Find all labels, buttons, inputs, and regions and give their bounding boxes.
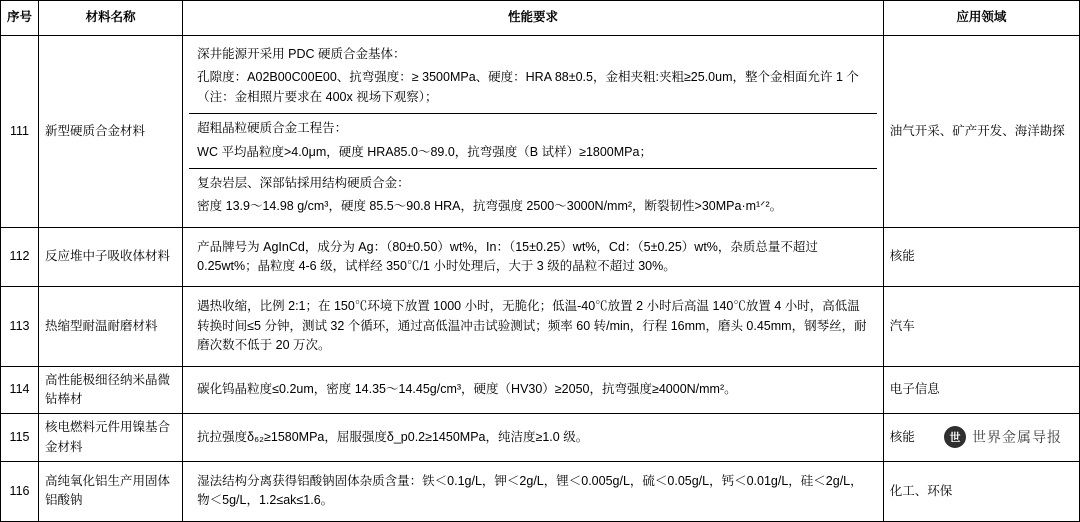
table-row <box>1 462 1080 522</box>
row-no: 113 <box>1 287 39 366</box>
row-application-field: 电子信息 <box>883 366 1079 414</box>
row-material-name: 反应堆中子吸收体材料 <box>39 227 183 287</box>
requirement-line: 碳化钨晶粒度≤0.2um，密度 14.35～14.45g/cm³，硬度（HV30）≥2050，抗弯强度≥4000N/mm²。 <box>197 382 737 397</box>
requirement-line: 超粗晶粒硬质合金工程告： <box>197 121 348 136</box>
row-material-name: 新型硬质合金材料 <box>39 36 183 228</box>
row-requirement <box>183 287 884 366</box>
requirement-line: 密度 13.9～14.98 g/cm³，硬度 85.5～90.8 HRA，抗弯强度 2500～3000N/mm²，断裂韧性>30MPa·m¹ᐟ²。 <box>197 199 783 214</box>
watermark-label: 世界金属导报 <box>972 431 1062 446</box>
requirement-line: 复杂岩层、深部钻採用结构硬质合金： <box>197 175 410 190</box>
row-no: 116 <box>1 462 39 522</box>
requirement-line: 湿法结构分离获得铝酸钠固体杂质含量：铁＜0.1g/L，钾＜2g/L，锂＜0.005g/L，硫＜0.05g/L，钙＜0.01g/L，硅＜2g/L，物＜5g/L，1.2≤ak≤1.6。 <box>197 474 863 508</box>
requirement-block <box>189 291 877 361</box>
column-header-application-field: 应用领域 <box>883 1 1079 36</box>
requirement-line: 产品牌号为 AgInCd，成分为 Ag：（80±0.50）wt%，In：（15±0.25）wt%，Cd：（5±0.25）wt%，杂质总量不超过 0.25wt%；晶粒度 4-6 级，试样经 350℃/1 小时处理后，大于 3 级的晶粒不超过 30%。 <box>197 239 818 273</box>
table-header-row <box>1 1 1080 36</box>
requirement-block <box>189 374 877 405</box>
column-header-performance-requirement: 性能要求 <box>183 1 884 36</box>
requirement-block <box>189 466 877 517</box>
row-material-name: 核电燃料元件用镍基合金材料 <box>39 414 183 462</box>
column-header-no: 序号 <box>1 1 39 36</box>
table-row <box>1 366 1080 414</box>
watermark <box>940 423 1070 451</box>
row-requirement <box>183 414 884 462</box>
row-application-field: 汽车 <box>883 287 1079 366</box>
requirement-block <box>189 422 877 453</box>
row-material-name: 高性能极细径纳米晶微钻棒材 <box>39 366 183 414</box>
row-material-name: 高纯氧化铝生产用固体铝酸钠 <box>39 462 183 522</box>
row-no: 111 <box>1 36 39 228</box>
table-header <box>1 1 1080 36</box>
row-no: 115 <box>1 414 39 462</box>
requirement-line: WC 平均晶粒度>4.0μm，硬度 HRA85.0～89.0，抗弯强度（B 试样）≥1800MPa； <box>197 144 652 159</box>
row-requirement <box>183 366 884 414</box>
table-row <box>1 414 1080 462</box>
row-requirement <box>183 227 884 287</box>
row-application-field: 油气开采、矿产开发、海洋勘探 <box>883 36 1079 228</box>
row-no: 112 <box>1 227 39 287</box>
publisher-logo-icon: 世 <box>944 426 966 448</box>
row-application-field: 化工、环保 <box>883 462 1079 522</box>
row-material-name: 热缩型耐温耐磨材料 <box>39 287 183 366</box>
table-body <box>1 36 1080 522</box>
requirement-block <box>189 169 877 223</box>
column-header-material-name: 材料名称 <box>39 1 183 36</box>
row-application-field: 核能 <box>883 227 1079 287</box>
table-row <box>1 287 1080 366</box>
requirement-block <box>189 114 877 169</box>
row-requirement <box>183 36 884 228</box>
requirement-line: 深井能源开采用 PDC 硬质合金基体： <box>197 47 406 61</box>
requirement-line: 抗拉强度δ₆₂≥1580MPa，屈服强度δ_p0.2≥1450MPa，纯洁度≥1.0 级。 <box>197 429 589 444</box>
table-row <box>1 227 1080 287</box>
requirement-block <box>189 40 877 114</box>
row-application-field: 核能 <box>883 414 1079 462</box>
requirement-block <box>189 232 877 283</box>
requirement-line: 遇热收缩，比例 2:1；在 150℃环境下放置 1000 小时，无脆化；低温-40℃放置 2 小时后高温 140℃放置 4 小时，高低温转换时间≤5 分钟，测试 32 个循环，通过高低温冲击试验测试；频率 60 转/min，行程 16mm，磨头 0.45mm，钢琴丝，耐磨次数不低于 20 万次。 <box>197 299 867 353</box>
table-row <box>1 36 1080 228</box>
row-requirement <box>183 462 884 522</box>
requirement-line: 孔隙度：A02B00C00E00、抗弯强度：≥ 3500MPa、硬度：HRA 88±0.5，金相夹粗:夹粗≥25.0um，整个金相面允许 1 个（注：金相照片要求在 400x 视场下观察）； <box>197 70 859 104</box>
row-no: 114 <box>1 366 39 414</box>
